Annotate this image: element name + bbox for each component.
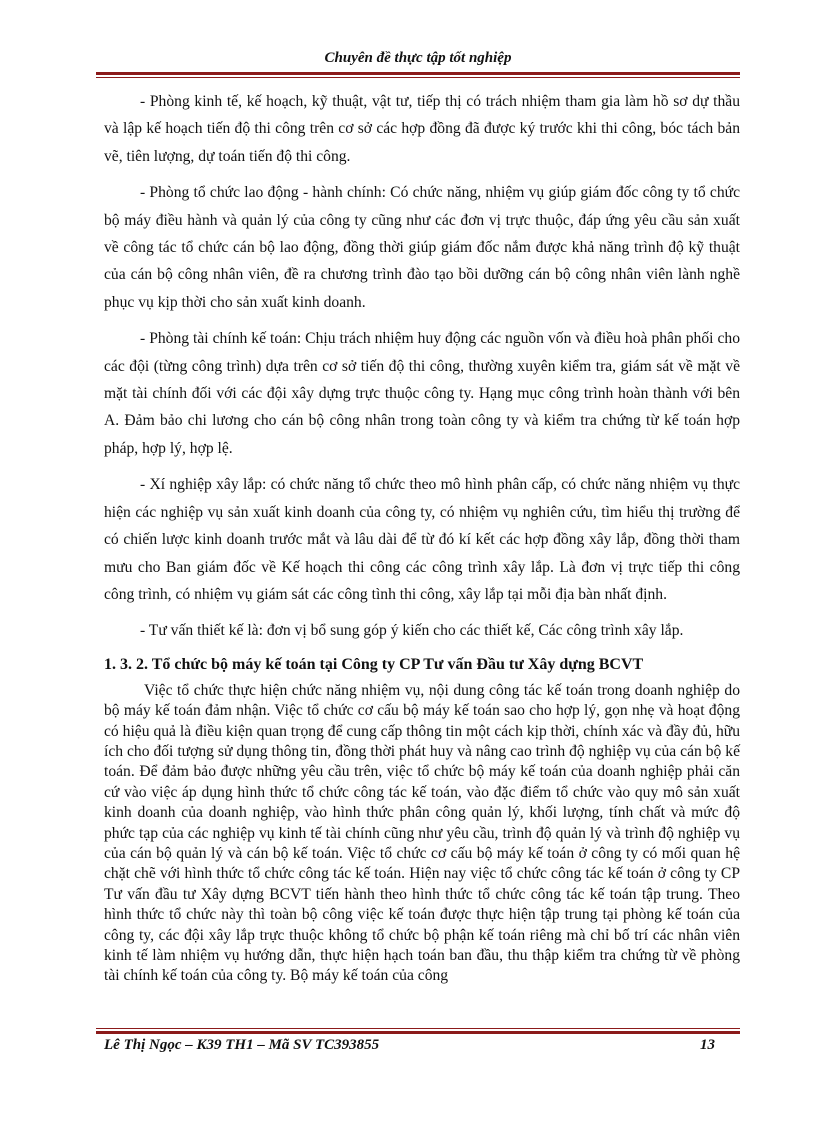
paragraph-finance-dept: - Phòng tài chính kế toán: Chịu trách nhiệm huy động các nguồn vốn và điều hoà phân phối cho các đội (từng công trình) dựa trên cơ sở tiến độ thi công, thường xuyên kiểm tra, giám sát về mặt về mặt tài chính đối với các đội xây dựng trực thuộc công ty. Hạng mục công trình hoàn thành với bên A. Đảm bảo chi lương cho cán bộ công nhân trong toàn công ty và kiểm tra chứng từ kế toán hợp pháp, hợp lý, hợp lệ. [104,330,740,457]
paragraph-hr-admin-dept: - Phòng tổ chức lao động - hành chính: Có chức năng, nhiệm vụ giúp giám đốc công ty tổ chức bộ máy điều hành và quản lý của công ty cũng như các đơn vị trực thuộc, đáp ứng yêu cầu sản xuất về công tác tổ chức cán bộ lao động, đồng thời giúp giám đốc nắm được khả năng trình độ kỹ thuật của cán bộ công nhân viên, đề ra chương trình đào tạo bồi dưỡng cán bộ công nhân viên lành nghề phục vụ kịp thời cho sản xuất kinh doanh. [104,184,740,311]
footer-author: Lê Thị Ngọc – K39 TH1 – Mã SV TC393855 [104,1037,380,1053]
footer-rule-thin [96,1028,740,1029]
footer-rule-thick [96,1031,740,1034]
page-header-title: Chuyên đề thực tập tốt nghiệp [324,50,512,66]
paragraph-design-consulting: - Tư vấn thiết kế là: đơn vị bổ sung góp ý kiến cho các thiết kế, Các công trình xây lắp. [140,622,684,640]
header-rule-thick [96,72,740,75]
section-body: Việc tổ chức thực hiện chức năng nhiệm vụ, nội dung công tác kế toán trong doanh nghiệp do bộ máy kế toán đảm nhận. Việc tổ chức cơ cấu bộ máy kế toán sao cho hợp lý, gọn nhẹ và hoạt động có hiệu quả là điều kiện quan trọng để cung cấp thông tin một cách kịp thời, chính xác và đầy đủ, hữu ích cho đối tượng sử dụng thông tin, đồng thời phát huy và nâng cao trình độ nghiệp vụ của cán bộ kế toán. Để đảm bảo được những yêu cầu trên, việc tổ chức bộ máy kế toán của doanh nghiệp phải căn cứ vào việc áp dụng hình thức tổ chức công tác kế toán, vào đặc điểm tổ chức vào quy mô sản xuất kinh doanh của doanh nghiệp, vào hình thức phân công quản lý, khối lượng, tính chất và mức độ phức tạp của các nghiệp vụ kinh tế tài chính cũng như yêu cầu, trình độ quản lý và trình độ nghiệp vụ của cán bộ quản lý và cán bộ kế toán. Việc tổ chức cơ cấu bộ máy kế toán ở công ty có mối quan hệ chặt chẽ với hình thức tổ chức công tác kế toán. Hiện nay việc tổ chức công tác kế toán ở công ty CP Tư vấn đầu tư Xây dựng BCVT tiến hành theo hình thức tổ chức công tác kế toán tập trung. Theo hình thức tổ chức này thì toàn bộ công việc kế toán được thực hiện tập trung tại phòng kế toán của công ty, các đội xây lắp trực thuộc không tổ chức bộ phận kế toán riêng mà chỉ bố trí các nhân viên kinh tế làm nhiệm vụ hướng dẫn, thực hiện hạch toán ban đầu, thu thập kiểm tra chứng từ về phòng tài chính kế toán của công ty. Bộ máy kế toán của công [104,681,740,985]
section-heading: 1. 3. 2. Tổ chức bộ máy kế toán tại Công ty CP Tư vấn Đầu tư Xây dựng BCVT [104,655,644,673]
document-body [104,88,740,987]
paragraph-economic-dept: - Phòng kinh tế, kế hoạch, kỹ thuật, vật tư, tiếp thị có trách nhiệm tham gia làm hồ sơ dự thầu và lập kế hoạch tiến độ thi công trên cơ sở các hợp đồng đã được ký trước khi thi công, bóc tách bản vẽ, tiên lượng, dự toán tiến độ thi công. [104,93,740,165]
footer-page-number: 13 [700,1037,715,1053]
paragraph-construction-enterprise: - Xí nghiệp xây lắp: có chức năng tổ chức theo mô hình phân cấp, có chức năng nhiệm vụ thực hiện các nghiệp vụ sản xuất kinh doanh của công ty, có nhiệm vụ nghiên cứu, tìm hiểu thị trường để có chiến lược kinh doanh trước mắt và lâu dài để từ đó kí kết các hợp đồng xây lắp, đồng thời tham mưu cho Ban giám đốc về Kế hoạch thi công các công trình xây lắp. Là đơn vị trực tiếp thi công công trình, có nhiệm vụ giám sát các công tình thi công, xây lắp tại mỗi địa bàn nhất định. [104,476,740,603]
header-rule-thin [96,77,740,78]
